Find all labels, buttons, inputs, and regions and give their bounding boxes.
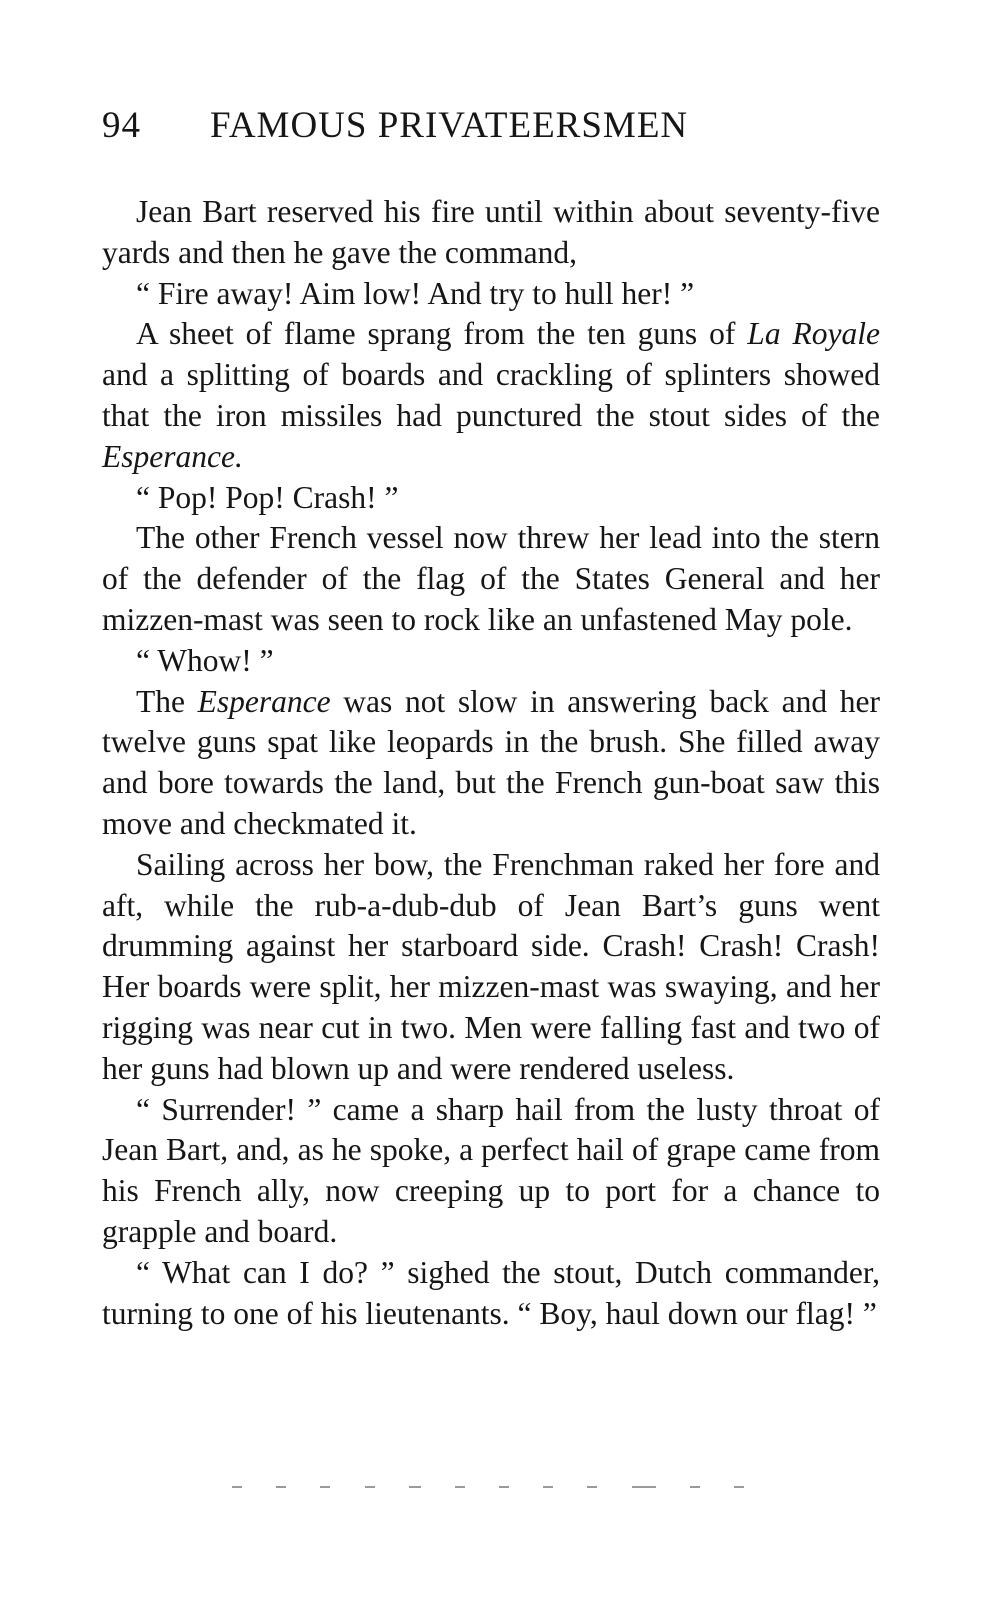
running-head bbox=[102, 104, 882, 154]
paragraph bbox=[102, 518, 880, 640]
bottom-rule-decoration bbox=[232, 1486, 744, 1490]
paragraph bbox=[102, 1253, 880, 1335]
text-run: “ Surrender! ” came a sharp hail from the lusty throat of Jean Bart, and, as he spoke, a perfect hail of grape came from his French ally, now creeping up to port for a chance to grapple and board. bbox=[102, 1091, 880, 1249]
text-run: Sailing across her bow, the Frenchman raked her fore and aft, while the rub-a-dub-dub of Jean Bart’s guns went drumming against her starboard side. Crash! Crash! Crash! Her boards were split, her mizzen-mast was swaying, and her rigging was near cut in two. Men were falling fast and two of her guns had blown up and were rendered useless. bbox=[102, 846, 880, 1086]
text-run: “ Fire away! Aim low! And try to hull her! ” bbox=[136, 275, 695, 311]
ship-name: La Royale bbox=[747, 316, 880, 352]
body-text bbox=[102, 192, 880, 1334]
paragraph bbox=[102, 1090, 880, 1253]
ship-name: Esperance bbox=[197, 683, 331, 719]
paragraph bbox=[102, 682, 880, 845]
text-run: “ Whow! ” bbox=[136, 642, 274, 678]
text-run: and a splitting of boards and crackling of splinters showed that the iron missiles had punctured the stout sides of the bbox=[102, 357, 880, 433]
paragraph bbox=[102, 192, 880, 274]
page-number: 94 bbox=[102, 105, 141, 146]
text-run: was not slow in answering back and her twelve guns spat like leopards in the brush. She filled away and bore towards the land, but the French gun-boat saw this move and checkmated it. bbox=[102, 683, 880, 841]
paragraph bbox=[102, 274, 880, 315]
book-title: FAMOUS PRIVATEERSMEN bbox=[210, 105, 689, 146]
text-run: A sheet of flame sprang from the ten guns of bbox=[136, 316, 748, 352]
text-run: The bbox=[136, 683, 198, 719]
text-run: The other French vessel now threw her lead into the stern of the defender of the flag of the States General and her mizzen-mast was seen to rock like an unfastened May pole. bbox=[102, 520, 880, 637]
paragraph bbox=[102, 845, 880, 1090]
paragraph bbox=[102, 641, 880, 682]
text-run: Jean Bart reserved his fire until within about seventy-five yards and then he gave the command, bbox=[102, 194, 880, 270]
text-run: “ Pop! Pop! Crash! ” bbox=[136, 479, 399, 515]
paragraph bbox=[102, 314, 880, 477]
paragraph bbox=[102, 478, 880, 519]
text-run: “ What can I do? ” sighed the stout, Dutch commander, turning to one of his lieutenants. “ Boy, haul down our flag! ” bbox=[102, 1254, 880, 1331]
ship-name: Esperance. bbox=[102, 438, 243, 474]
